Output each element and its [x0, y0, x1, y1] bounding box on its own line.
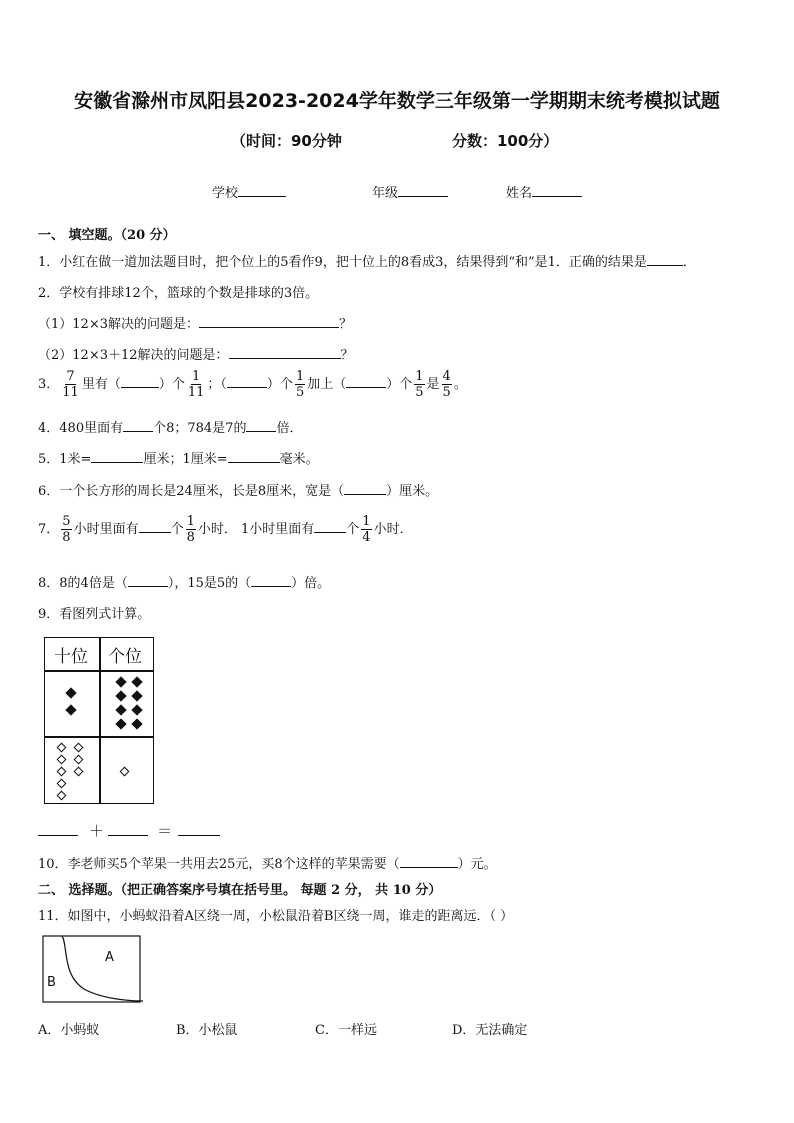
- q3-f2-num: 1: [191, 369, 201, 384]
- q11-option-b[interactable]: B．小松鼠: [176, 1023, 238, 1038]
- q3-blank-2: [227, 374, 267, 388]
- equation-blank-3: [178, 835, 220, 836]
- q7-fraction-3: [361, 514, 371, 545]
- school-blank: [238, 182, 286, 197]
- grade-field: [372, 182, 448, 201]
- q4-text-c: 倍．: [276, 421, 303, 436]
- filled-dot: [115, 718, 126, 729]
- filled-dot: [115, 690, 126, 701]
- q8-text-c: ）倍。: [291, 576, 331, 591]
- question-2: 2．学校有排球12个，篮球的个数是排球的3倍。: [38, 286, 319, 301]
- hollow-dot: [74, 767, 84, 777]
- q3-blank-1: [121, 374, 159, 388]
- q3-fraction-3: [295, 369, 305, 400]
- q4-blank-2: [246, 418, 276, 432]
- q2-sub2-qmark: ？: [340, 348, 354, 363]
- q7-fraction-2: [186, 514, 196, 545]
- question-8: [38, 572, 330, 591]
- question-10: [38, 853, 497, 872]
- q11-option-d[interactable]: D．无法确定: [452, 1023, 528, 1038]
- region-b-label: B: [47, 975, 56, 990]
- q1-text: 1．小红在做一道加法题目时，把个位上的5看作9，把十位上的8看成3，结果得到“和”是1．正确的结果是: [38, 255, 647, 270]
- q3-f3-den: 5: [295, 385, 305, 400]
- question-11: 11．如图中，小蚂蚁沿着A区绕一周，小松鼠沿着B区绕一周，谁走的距离远．（ ）: [38, 909, 514, 924]
- hollow-dot: [57, 755, 67, 765]
- filled-dot: [131, 690, 142, 701]
- q8-text-a: 8．8的4倍是（: [38, 576, 128, 591]
- q5-text-b: 厘米；1厘米=: [143, 452, 228, 467]
- hollow-dot: [120, 767, 130, 777]
- q3-f1-den: 11: [62, 385, 79, 400]
- q3-text-5: 加上（: [307, 377, 347, 392]
- q1-blank: [647, 252, 683, 266]
- question-2-sub1: [38, 313, 352, 332]
- q3-f5-den: 5: [442, 385, 451, 400]
- q5-blank-2: [228, 449, 280, 463]
- q3-f3-num: 1: [295, 369, 305, 384]
- q8-blank-2: [251, 573, 291, 587]
- q3-f5-num: 4: [442, 369, 451, 384]
- school-label: 学校: [212, 186, 239, 201]
- q3-fraction-2: [187, 369, 206, 400]
- q3-f1-num: 7: [66, 369, 75, 384]
- section1-title: 一、 填空题。（20 分）: [38, 228, 176, 243]
- ones-column-header: 个位: [108, 647, 142, 667]
- name-field: [506, 182, 582, 201]
- exam-title: 安徽省滁州市凤阳县2023-2024学年数学三年级第一学期期末统考模拟试题: [74, 90, 720, 112]
- question-4: [38, 417, 302, 436]
- q3-text-8: 。: [453, 377, 467, 392]
- q4-text-b: 个8；784是7的: [153, 421, 247, 436]
- q7-text-a: 小时里面有: [73, 522, 139, 537]
- q3-f4-num: 1: [415, 369, 424, 384]
- q10-blank: [400, 854, 458, 868]
- table-divider-vertical: [99, 638, 101, 803]
- q3-text-7: 是: [426, 377, 440, 392]
- q7-text-e: 小时．: [373, 522, 413, 537]
- q11-option-a[interactable]: A．小蚂蚁: [38, 1023, 100, 1038]
- figure-dividing-curve: [62, 936, 143, 1001]
- q2-sub2-text: （2）12×3＋12解决的问题是：: [38, 348, 229, 363]
- hollow-dot: [57, 743, 67, 753]
- exam-score: 分数：100分）: [452, 132, 559, 150]
- q3-blank-3: [346, 374, 386, 388]
- q11-region-figure: [42, 935, 144, 1005]
- q3-prefix: 3．: [38, 377, 60, 392]
- hollow-dot: [57, 767, 67, 777]
- table-divider-header: [45, 670, 153, 672]
- hollow-dot: [57, 779, 67, 789]
- q7-f2-den: 8: [186, 530, 195, 545]
- q2-sub1-text: （1）12×3解决的问题是：: [38, 317, 199, 332]
- q4-blank-1: [123, 418, 153, 432]
- q1-tail: ．: [682, 255, 696, 270]
- hollow-dot: [74, 743, 84, 753]
- tens-column-header: 十位: [54, 647, 88, 667]
- q3-text-3: ；（: [207, 377, 227, 392]
- q3-f4-den: 5: [415, 385, 424, 400]
- place-value-table: [44, 637, 154, 804]
- name-label: 姓名: [506, 186, 533, 201]
- filled-dot: [65, 687, 76, 698]
- table-divider-middle: [45, 736, 153, 738]
- question-7: [38, 514, 413, 545]
- q7-blank-1: [139, 519, 171, 533]
- q10-text-b: ）元。: [457, 857, 497, 872]
- q7-f1-den: 8: [62, 530, 71, 545]
- q3-text-6: ）个: [386, 377, 413, 392]
- question-3: [38, 369, 467, 400]
- q7-f3-den: 4: [362, 530, 371, 545]
- plus-sign: ＋: [89, 822, 105, 840]
- equals-sign: ＝: [157, 822, 173, 840]
- q7-f3-num: 1: [362, 514, 371, 529]
- q7-blank-2: [314, 519, 346, 533]
- q3-text-4: ）个: [266, 377, 293, 392]
- q8-blank-1: [128, 573, 168, 587]
- filled-dot: [131, 718, 142, 729]
- equation-blank-2: [108, 835, 148, 836]
- hollow-dot: [74, 755, 84, 765]
- q6-text-b: ）厘米。: [386, 484, 439, 499]
- q3-fraction-5: [442, 369, 452, 400]
- school-field: [212, 182, 286, 201]
- q3-text-1: 里有（: [81, 377, 121, 392]
- question-6: [38, 480, 438, 499]
- filled-dot: [131, 704, 142, 715]
- question-1: [38, 251, 696, 270]
- q7-prefix: 7．: [38, 522, 60, 537]
- question-9: 9．看图列式计算。: [38, 607, 151, 622]
- q7-f1-num: 5: [62, 514, 71, 529]
- hollow-dot: [57, 791, 67, 801]
- q3-f2-den: 11: [187, 385, 205, 400]
- q5-blank-1: [91, 449, 143, 463]
- q6-blank: [344, 481, 386, 495]
- q3-fraction-1: [61, 369, 80, 400]
- q2-sub1-blank: [199, 314, 339, 328]
- question-5: [38, 448, 319, 467]
- filled-dot: [115, 676, 126, 687]
- q5-text-a: 5．1米=: [38, 452, 92, 467]
- q10-text-a: 10．李老师买5个苹果一共用去25元，买8个这样的苹果需要（: [38, 857, 400, 872]
- filled-dot: [131, 676, 142, 687]
- exam-time: （时间：90分钟: [231, 132, 342, 150]
- q7-text-d: 个: [346, 522, 360, 537]
- q7-f2-num: 1: [186, 514, 195, 529]
- q7-fraction-1: [61, 514, 71, 545]
- q2-sub1-qmark: ？: [338, 317, 352, 332]
- q5-text-c: 毫米。: [279, 452, 319, 467]
- q4-text-a: 4．480里面有: [38, 421, 124, 436]
- filled-dot: [115, 704, 126, 715]
- q2-sub2-blank: [229, 345, 341, 359]
- question-2-sub2: [38, 344, 354, 363]
- region-a-label: A: [105, 950, 114, 965]
- q3-fraction-4: [414, 369, 424, 400]
- section2-title: 二、 选择题。（把正确答案序号填在括号里。 每题 2 分， 共 10 分）: [38, 883, 442, 898]
- name-blank: [532, 182, 582, 197]
- filled-dot: [65, 704, 76, 715]
- q11-option-c[interactable]: C．一样远: [315, 1023, 377, 1038]
- q8-text-b: ），15是5的（: [167, 576, 252, 591]
- q7-text-c: 小时． 1小时里面有: [197, 522, 315, 537]
- equation-blank-1: [38, 835, 78, 836]
- q6-text-a: 6．一个长方形的周长是24厘米，长是8厘米，宽是（: [38, 484, 345, 499]
- grade-blank: [398, 182, 448, 197]
- q7-text-b: 个: [170, 522, 184, 537]
- q3-text-2: ）个: [158, 377, 185, 392]
- grade-label: 年级: [372, 186, 399, 201]
